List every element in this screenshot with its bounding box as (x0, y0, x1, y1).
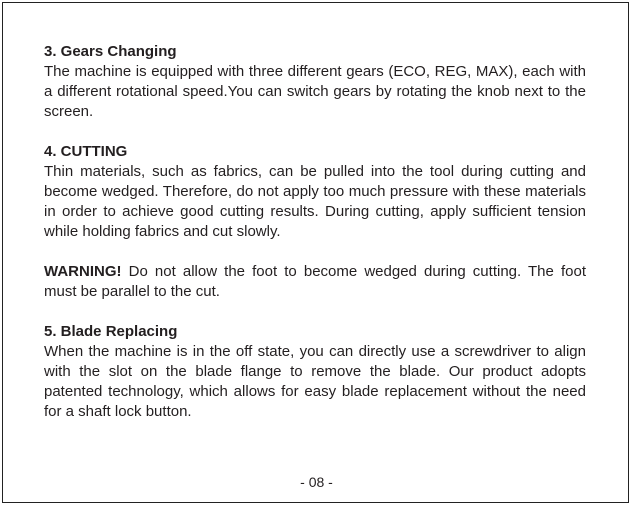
section-warning (44, 262, 586, 302)
section-body: Thin materials, such as fabrics, can be pulled into the tool during cutting and become wedged. Therefore, do not apply too much pressure with these materials in order to achieve good cutting results. During cutting, apply sufficient tension while holding fabrics and cut slowly. (44, 163, 586, 240)
section-heading: 4. CUTTING (44, 143, 128, 160)
section-cutting (44, 142, 586, 242)
section-body: When the machine is in the off state, you can directly use a screwdriver to align with the slot on the blade flange to remove the blade. Our product adopts patented technology, which allows for easy blade replacement without the need for a shaft lock button. (44, 343, 586, 420)
warning-text: Do not allow the foot to become wedged during cutting. The foot must be parallel to the cut. (44, 263, 586, 300)
section-body: The machine is equipped with three different gears (ECO, REG, MAX), each with a different rotational speed.You can switch gears by rotating the knob next to the screen. (44, 63, 586, 120)
warning-label: WARNING! (44, 263, 122, 280)
warning-paragraph (44, 262, 586, 302)
manual-content (44, 42, 586, 442)
section-blade-replacing (44, 322, 586, 422)
section-heading: 5. Blade Replacing (44, 323, 178, 340)
page-number: - 08 - (300, 474, 333, 490)
section-heading: 3. Gears Changing (44, 43, 177, 60)
section-gears-changing (44, 42, 586, 122)
